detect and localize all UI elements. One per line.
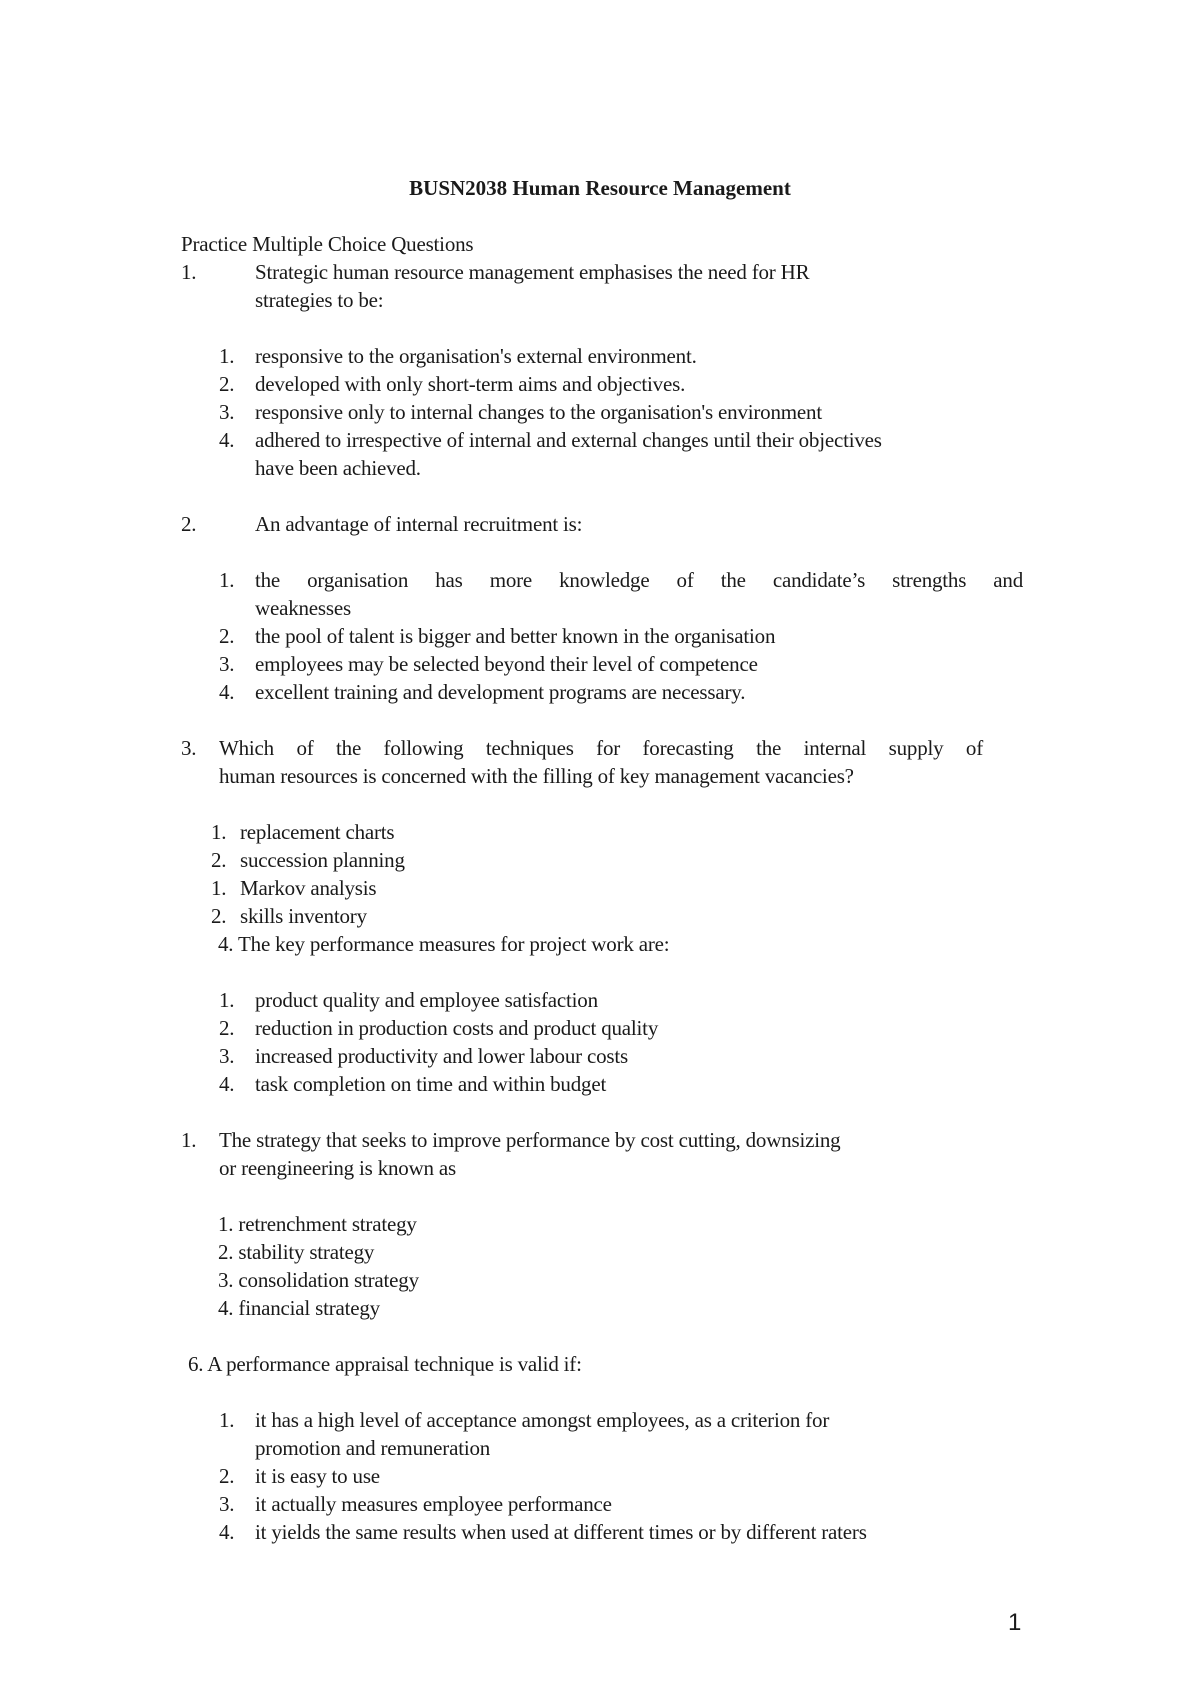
option-number: 3.	[219, 1492, 235, 1516]
question-number: 1.	[181, 260, 197, 284]
section-subtitle: Practice Multiple Choice Questions	[181, 232, 474, 256]
option-number: 1.	[219, 568, 235, 592]
option-text: it actually measures employee performance	[255, 1492, 612, 1516]
option-text: skills inventory	[240, 904, 367, 928]
option-text: task completion on time and within budget	[255, 1072, 607, 1096]
option-number: 4.	[219, 1520, 235, 1544]
option-number: 3.	[219, 1044, 235, 1068]
question-text: Which of the following techniques for forecasting the internal supply of	[219, 736, 983, 760]
option-text: excellent training and development programs are necessary.	[255, 680, 746, 704]
option-text: succession planning	[240, 848, 405, 872]
option-text: the organisation has more knowledge of the candidate’s strengths and	[255, 568, 1023, 592]
document-title: BUSN2038 Human Resource Management	[409, 176, 791, 200]
question-text: 4. The key performance measures for project work are:	[218, 932, 670, 956]
option-text: 1. retrenchment strategy	[218, 1212, 417, 1236]
option-number: 4.	[219, 680, 235, 704]
option-text-continued: promotion and remuneration	[255, 1436, 491, 1460]
option-number: 1.	[219, 1408, 235, 1432]
option-text: 2. stability strategy	[218, 1240, 375, 1264]
option-text: it has a high level of acceptance amongst employees, as a criterion for	[255, 1408, 830, 1432]
option-text: employees may be selected beyond their level of competence	[255, 652, 758, 676]
option-text-continued: weaknesses	[255, 596, 351, 620]
option-text-continued: have been achieved.	[255, 456, 421, 480]
question-text: human resources is concerned with the filling of key management vacancies?	[219, 764, 854, 788]
question-text: strategies to be:	[255, 288, 384, 312]
question-text: 6. A performance appraisal technique is valid if:	[188, 1352, 582, 1376]
option-text: responsive to the organisation's external environment.	[255, 344, 697, 368]
option-number: 2.	[219, 372, 235, 396]
question-number: 3.	[181, 736, 197, 760]
question-text: or reengineering is known as	[219, 1156, 456, 1180]
option-number: 2.	[219, 624, 235, 648]
question-text: Strategic human resource management emphasises the need for HR	[255, 260, 810, 284]
option-text: 4. financial strategy	[218, 1296, 380, 1320]
option-text: it is easy to use	[255, 1464, 380, 1488]
option-number: 2.	[219, 1016, 235, 1040]
option-text: it yields the same results when used at different times or by different raters	[255, 1520, 867, 1544]
option-number: 4.	[219, 428, 235, 452]
option-text: replacement charts	[240, 820, 395, 844]
question-number: 2.	[181, 512, 197, 536]
option-text: adhered to irrespective of internal and external changes until their objectives	[255, 428, 882, 452]
option-number: 2.	[219, 1464, 235, 1488]
option-number: 1.	[211, 876, 227, 900]
option-number: 1.	[219, 988, 235, 1012]
option-number: 1.	[211, 820, 227, 844]
option-text: responsive only to internal changes to the organisation's environment	[255, 400, 822, 424]
option-text: product quality and employee satisfaction	[255, 988, 598, 1012]
option-text: Markov analysis	[240, 876, 377, 900]
option-text: reduction in production costs and product quality	[255, 1016, 659, 1040]
option-text: developed with only short-term aims and objectives.	[255, 372, 686, 396]
option-number: 4.	[219, 1072, 235, 1096]
option-text: 3. consolidation strategy	[218, 1268, 419, 1292]
question-text: The strategy that seeks to improve performance by cost cutting, downsizing	[219, 1128, 841, 1152]
option-number: 1.	[219, 344, 235, 368]
question-text: An advantage of internal recruitment is:	[255, 512, 583, 536]
option-number: 2.	[211, 904, 227, 928]
option-text: the pool of talent is bigger and better known in the organisation	[255, 624, 776, 648]
option-number: 2.	[211, 848, 227, 872]
option-text: increased productivity and lower labour costs	[255, 1044, 628, 1068]
page-number: 1	[1008, 1609, 1022, 1636]
option-number: 3.	[219, 652, 235, 676]
option-number: 3.	[219, 400, 235, 424]
question-number: 1.	[181, 1128, 197, 1152]
